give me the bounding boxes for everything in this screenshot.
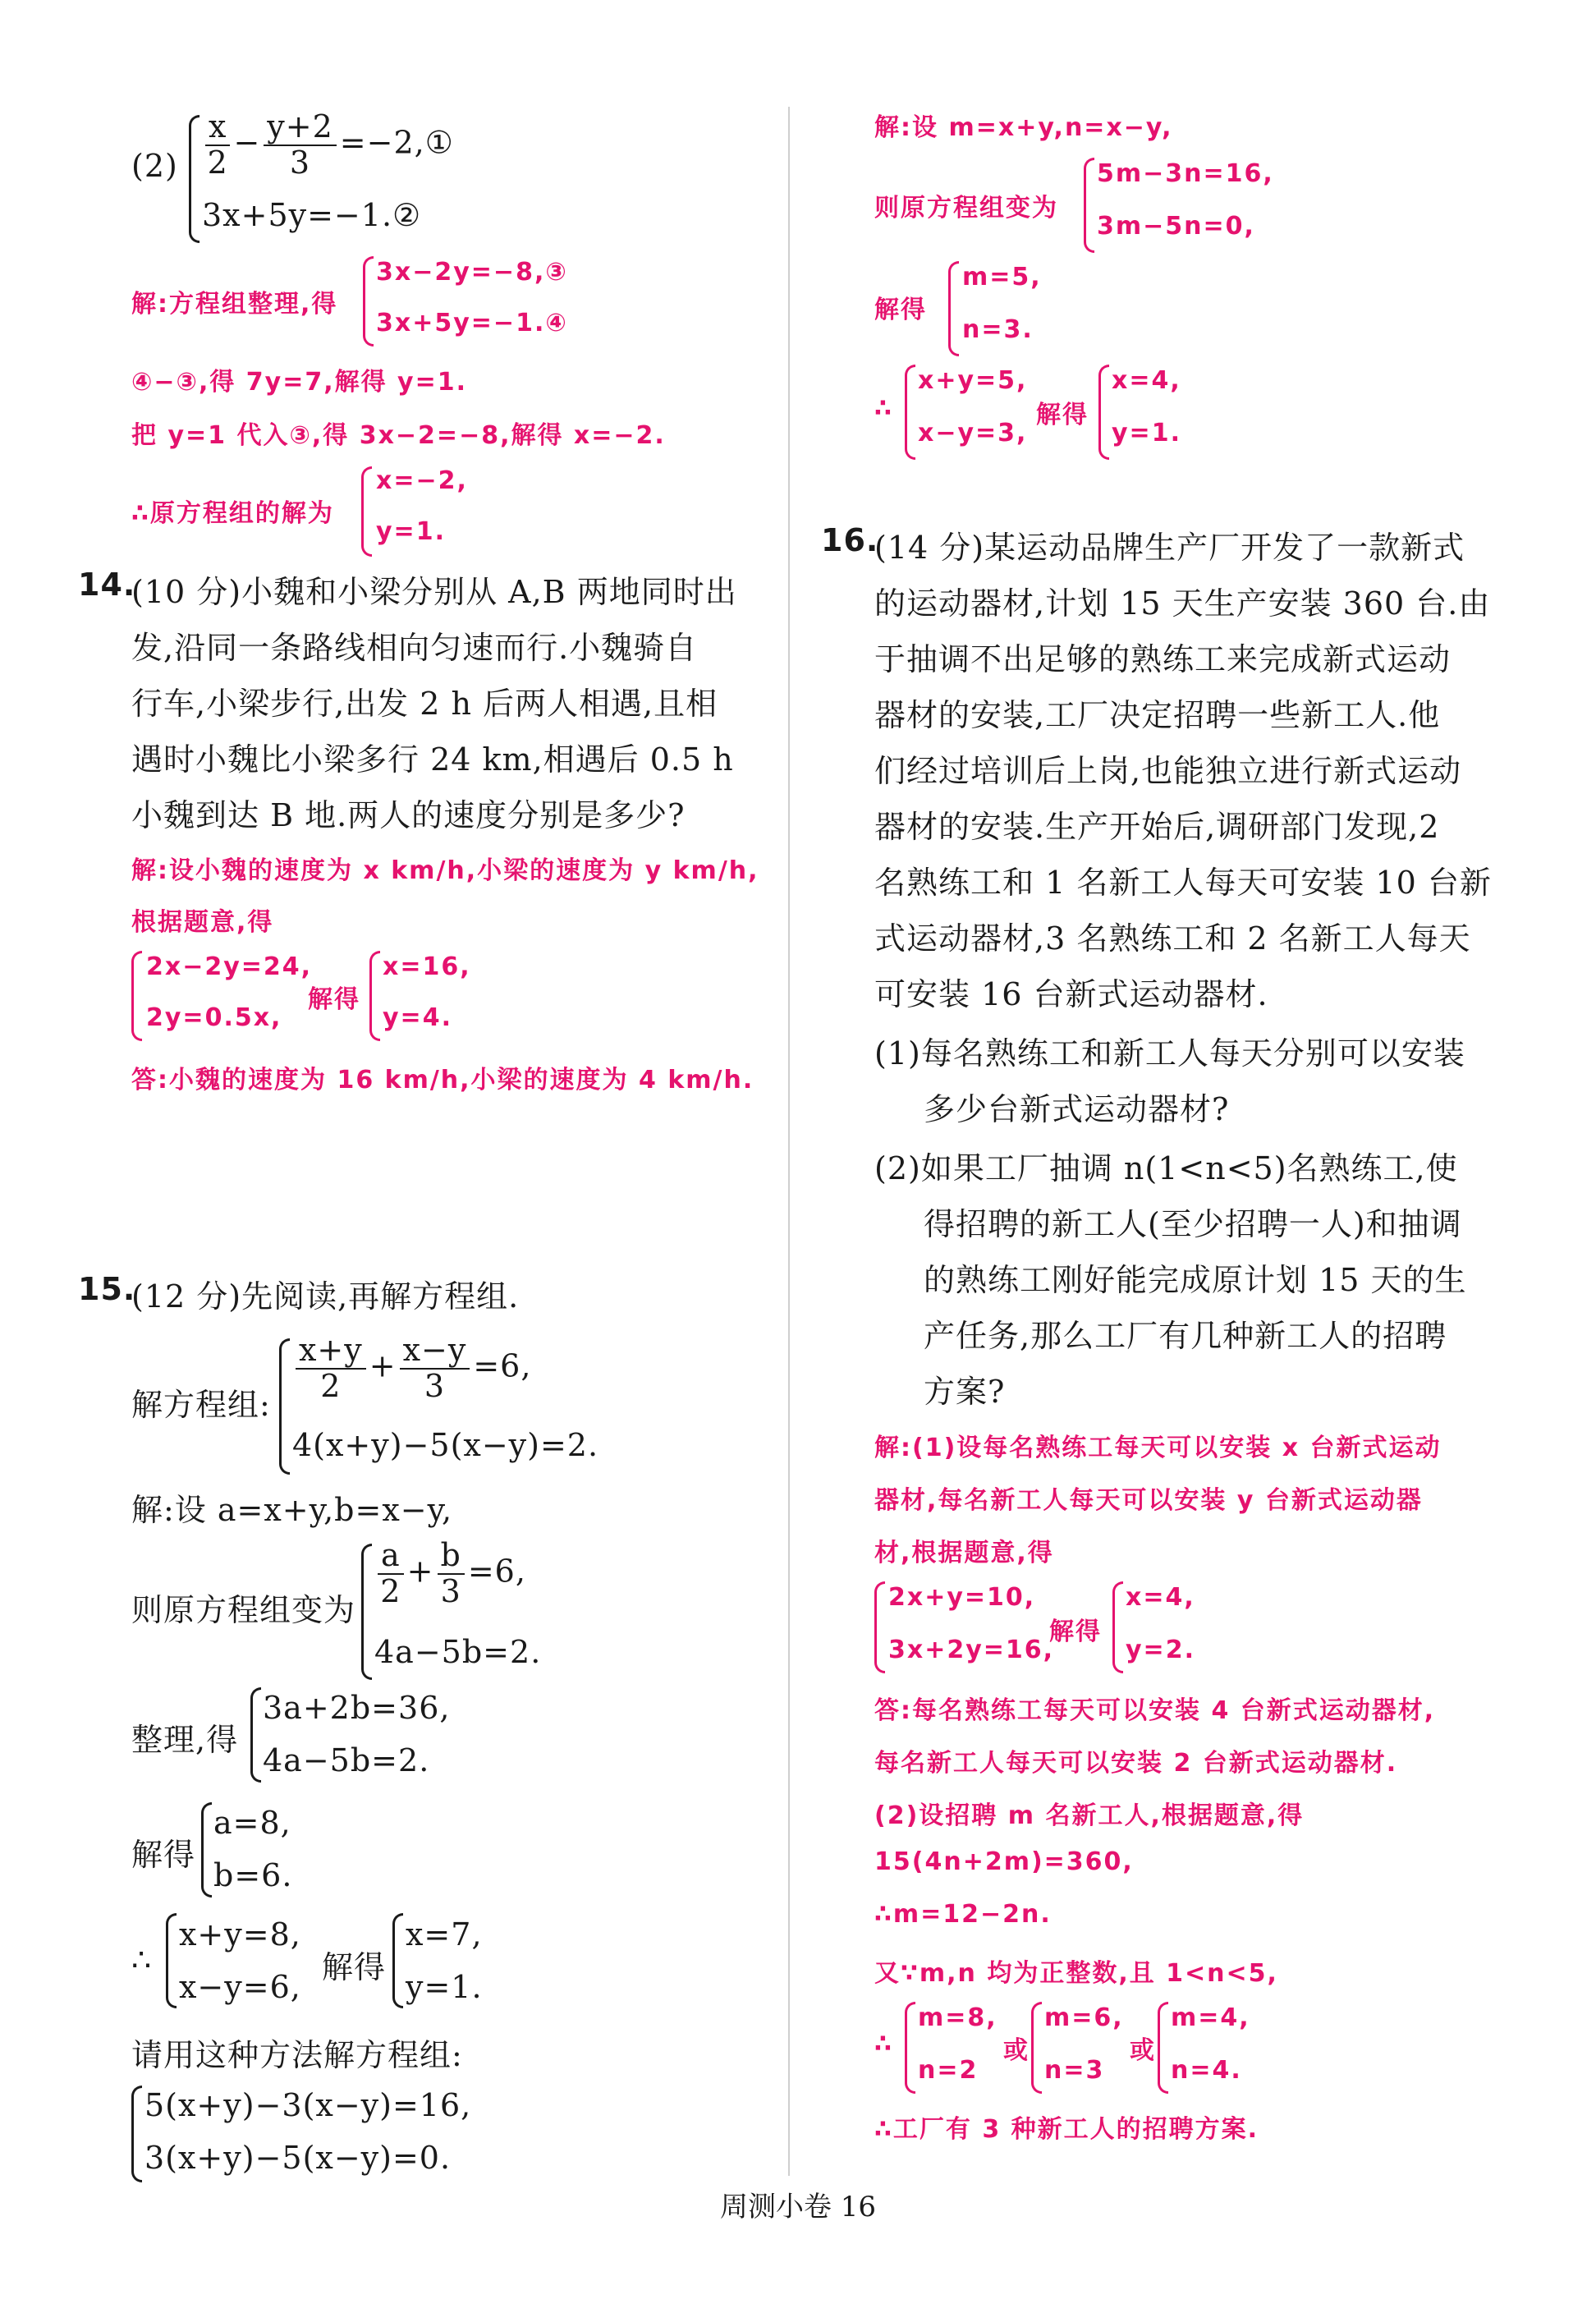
q15-xsol: x=7, bbox=[406, 1916, 483, 1953]
brace bbox=[1084, 158, 1094, 253]
q16-line: 的运动器材,计划 15 天生产安装 360 台.由 bbox=[874, 585, 1491, 622]
q16-ans2-line: 15(4n+2m)=360, bbox=[874, 1847, 1134, 1876]
q16-ans1-final: 答:每名熟练工每天可以安装 4 台新式运动器材, bbox=[874, 1696, 1436, 1725]
q15-ans-let: 解:设 m=x+y,n=x−y, bbox=[874, 113, 1173, 142]
q16-line: 器材的安装,工厂决定招聘一些新工人.他 bbox=[874, 697, 1441, 733]
brace bbox=[1158, 2002, 1168, 2094]
q16-ans1-line: 器材,每名新工人每天可以安装 y 台新式运动器 bbox=[874, 1486, 1423, 1515]
brace bbox=[1098, 365, 1109, 460]
q16-line: (14 分)某运动品牌生产厂开发了一款新式 bbox=[874, 530, 1465, 566]
q16-ans2-therefore: ∴ bbox=[874, 2030, 893, 2058]
q13-eq1: $\frac{x}{2}$ − $\frac{y+2}{3}$ =−2,① bbox=[202, 110, 454, 181]
q14-ans-sys1: 2x−2y=24, bbox=[146, 952, 313, 981]
q14-line: 遇时小魏比小梁多行 24 km,相遇后 0.5 h bbox=[131, 741, 734, 778]
brace bbox=[905, 2002, 915, 2094]
q15-sys1: $\frac{x+y}{2}$ + $\frac{x-y}{3}$ =6, bbox=[292, 1333, 531, 1404]
q15-t-eq2: 4a−5b=2. bbox=[374, 1634, 542, 1670]
q16-ans1-mid: 解得 bbox=[1049, 1618, 1102, 1646]
q16-line: 器材的安装.生产开始后,调研部门发现,2 bbox=[874, 809, 1440, 845]
q15-ans-transform-label: 则原方程组变为 bbox=[874, 194, 1058, 223]
q14-ans-mid: 解得 bbox=[308, 985, 360, 1014]
q13-ans-line3: ④−③,得 7y=7,解得 y=1. bbox=[131, 368, 468, 397]
q16-or2: 或 bbox=[1130, 2036, 1156, 2065]
q16-sub1-line: (1)每名熟练工和新工人每天分别可以安装 bbox=[874, 1035, 1465, 1072]
q13-ans-sol2: y=1. bbox=[376, 517, 446, 546]
q14-line: 小魏到达 B 地.两人的速度分别是多少? bbox=[131, 797, 686, 833]
q16-ans2-line: (2)设招聘 m 名新工人,根据题意,得 bbox=[874, 1801, 1305, 1830]
q14-ans-line2: 根据题意,得 bbox=[131, 908, 274, 937]
q15-t-eq1: $\frac{a}{2}$ + $\frac{b}{3}$ =6, bbox=[374, 1539, 526, 1609]
brace bbox=[189, 115, 200, 243]
brace bbox=[1031, 2002, 1042, 2094]
q16-line: 式运动器材,3 名熟练工和 2 名新工人每天 bbox=[874, 920, 1471, 957]
q16-sub2-line: 得招聘的新工人(至少招聘一人)和抽调 bbox=[924, 1206, 1462, 1242]
brace bbox=[392, 1913, 403, 2008]
q16-case2-m: m=6, bbox=[1044, 2003, 1124, 2032]
q16-line: 名熟练工和 1 名新工人每天可安装 10 台新 bbox=[874, 865, 1492, 901]
q14-ans-line1: 解:设小魏的速度为 x km/h,小梁的速度为 y km/h, bbox=[131, 856, 759, 885]
q16-sub2-line: 的熟练工刚好能完成原计划 15 天的生 bbox=[924, 1262, 1467, 1298]
q16-line: 可安装 16 台新式运动器材. bbox=[874, 976, 1268, 1012]
q16-case3-n: n=4. bbox=[1171, 2056, 1242, 2085]
q16-ans1-sys1: 2x+y=10, bbox=[888, 1583, 1036, 1612]
q14-number: 14. bbox=[78, 567, 136, 603]
q16-case2-n: n=3 bbox=[1044, 2056, 1105, 2085]
q15-ans-solve-label: 解得 bbox=[874, 296, 927, 324]
q16-sub2-line: 产任务,那么工厂有几种新工人的招聘 bbox=[924, 1318, 1447, 1354]
q15-ans-m: m=5, bbox=[962, 263, 1042, 291]
q16-line: 于抽调不出足够的熟练工来完成新式运动 bbox=[874, 641, 1452, 677]
q16-line: 们经过培训后上岗,也能独立进行新式运动 bbox=[874, 753, 1462, 789]
q15-sol-a: a=8, bbox=[213, 1805, 291, 1841]
q14-ans-sol2: y=4. bbox=[383, 1003, 452, 1032]
q15-ans-xy2: x−y=3, bbox=[918, 419, 1028, 447]
q15-tidy1: 3a+2b=36, bbox=[263, 1690, 451, 1726]
q15-number: 15. bbox=[78, 1271, 136, 1307]
q16-ans1-sol2: y=2. bbox=[1126, 1636, 1195, 1664]
brace bbox=[369, 951, 380, 1041]
q15-let: 解:设 a=x+y,b=x−y, bbox=[131, 1492, 453, 1528]
q15-ans-t1: 5m−3n=16, bbox=[1097, 159, 1274, 188]
q13-ans-sys1: 3x−2y=−8,③ bbox=[376, 258, 568, 287]
q16-ans2-line: 又∵m,n 均为正整数,且 1<n<5, bbox=[874, 1959, 1278, 1988]
q15-solve3-label: 解得 bbox=[322, 1949, 387, 1985]
brace bbox=[363, 256, 374, 346]
q14-line: 发,沿同一条路线相向匀速而行.小魏骑自 bbox=[131, 630, 698, 666]
q15-ans-n: n=3. bbox=[962, 315, 1034, 344]
q15-ans-xy1: x+y=5, bbox=[918, 366, 1028, 395]
brace bbox=[905, 365, 915, 460]
q15-task2: 3(x+y)−5(x−y)=0. bbox=[144, 2140, 452, 2176]
q15-solve2-label: 解得 bbox=[131, 1837, 196, 1873]
q16-ans1-final: 每名新工人每天可以安装 2 台新式运动器材. bbox=[874, 1749, 1398, 1778]
brace bbox=[166, 1913, 177, 2008]
q15-xy2: x−y=6, bbox=[179, 1969, 301, 2005]
q15-ans-t2: 3m−5n=0, bbox=[1097, 212, 1255, 241]
q15-ans-therefore: ∴ bbox=[874, 394, 893, 423]
q15-xy1: x+y=8, bbox=[179, 1916, 301, 1953]
q13-ans-sys2: 3x+5y=−1.④ bbox=[376, 309, 568, 337]
q15-therefore: ∴ bbox=[131, 1942, 153, 1978]
q15-prompt: 请用这种方法解方程组: bbox=[131, 2037, 463, 2073]
brace bbox=[131, 2086, 142, 2182]
brace bbox=[250, 1687, 261, 1783]
q15-tidy-label: 整理,得 bbox=[131, 1722, 239, 1758]
brace bbox=[361, 1544, 372, 1680]
q16-number: 16. bbox=[821, 522, 879, 558]
q16-ans2-final: ∴工厂有 3 种新工人的招聘方案. bbox=[874, 2115, 1259, 2144]
brace bbox=[874, 1581, 885, 1673]
q16-or1: 或 bbox=[1003, 2036, 1030, 2065]
brace bbox=[201, 1802, 212, 1898]
q15-ans-y: y=1. bbox=[1112, 419, 1181, 447]
q16-case3-m: m=4, bbox=[1171, 2003, 1250, 2032]
q15-ans-solve2-label: 解得 bbox=[1036, 401, 1089, 429]
brace bbox=[1112, 1581, 1123, 1673]
q14-line: (10 分)小魏和小梁分别从 A,B 两地同时出 bbox=[131, 574, 737, 610]
q15-sol-b: b=6. bbox=[213, 1857, 293, 1893]
q15-intro: (12 分)先阅读,再解方程组. bbox=[131, 1278, 520, 1315]
q16-sub2-line: 方案? bbox=[924, 1374, 1006, 1410]
q13-ans-line4: 把 y=1 代入③,得 3x−2=−8,解得 x=−2. bbox=[131, 421, 666, 450]
q14-ans-sol1: x=16, bbox=[383, 952, 471, 981]
q16-sub1-line: 多少台新式运动器材? bbox=[924, 1091, 1230, 1127]
brace bbox=[361, 466, 372, 557]
q14-line: 行车,小梁步行,出发 2 h 后两人相遇,且相 bbox=[131, 686, 718, 722]
brace bbox=[131, 951, 142, 1041]
q15-task1: 5(x+y)−3(x−y)=16, bbox=[144, 2087, 472, 2123]
q14-ans-sys2: 2y=0.5x, bbox=[146, 1003, 282, 1032]
page-footer: 周测小卷 16 bbox=[719, 2191, 877, 2223]
q16-ans1-sys2: 3x+2y=16, bbox=[888, 1636, 1055, 1664]
q13-eq2: 3x+5y=−1.② bbox=[202, 197, 422, 233]
q14-ans-final: 答:小魏的速度为 16 km/h,小梁的速度为 4 km/h. bbox=[131, 1066, 754, 1094]
q13-ans-prefix: 解:方程组整理,得 bbox=[131, 290, 338, 319]
q16-ans1-line: 材,根据题意,得 bbox=[874, 1539, 1054, 1567]
q16-case1-n: n=2 bbox=[918, 2056, 979, 2085]
q15-transform-label: 则原方程组变为 bbox=[131, 1592, 356, 1628]
brace bbox=[279, 1338, 290, 1475]
q13-sub2-label: (2) bbox=[131, 148, 178, 184]
brace bbox=[948, 261, 959, 356]
q15-sys2: 4(x+y)−5(x−y)=2. bbox=[292, 1427, 599, 1463]
q15-tidy2: 4a−5b=2. bbox=[263, 1742, 430, 1778]
q16-case1-m: m=8, bbox=[918, 2003, 998, 2032]
column-divider bbox=[788, 107, 790, 2176]
q15-solve-label: 解方程组: bbox=[131, 1387, 271, 1423]
q13-ans-sol1: x=−2, bbox=[376, 466, 468, 495]
q16-ans1-line: 解:(1)设每名熟练工每天可以安装 x 台新式运动 bbox=[874, 1434, 1442, 1462]
q15-ysol: y=1. bbox=[406, 1969, 483, 2005]
q16-ans1-sol1: x=4, bbox=[1126, 1583, 1195, 1612]
q13-ans-prefix2: ∴原方程组的解为 bbox=[131, 499, 334, 528]
q16-sub2-line: (2)如果工厂抽调 n(1<n<5)名熟练工,使 bbox=[874, 1150, 1458, 1186]
q16-ans2-line: ∴m=12−2n. bbox=[874, 1900, 1052, 1929]
q15-ans-x: x=4, bbox=[1112, 366, 1181, 395]
